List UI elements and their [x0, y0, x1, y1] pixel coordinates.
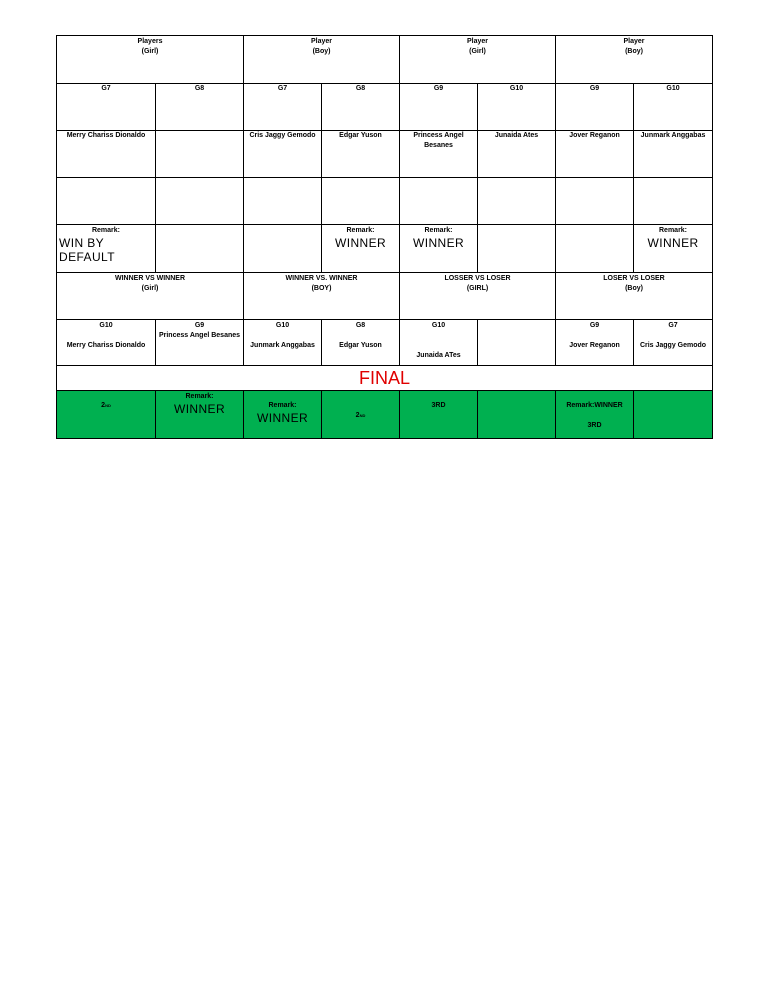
remark-value: WINNER: [647, 236, 699, 250]
empty-cell: [478, 178, 556, 225]
player-cell: Jover Reganon: [556, 131, 634, 178]
header-title: Players: [137, 38, 163, 45]
group-cell: G9: [400, 84, 478, 131]
matchup-subtitle: (BOY): [311, 285, 332, 292]
header-title: Player: [467, 38, 489, 45]
header-title: Player: [623, 38, 645, 45]
header-cell-boy: [556, 36, 713, 84]
header-subtitle: (Girl): [469, 48, 486, 55]
final-place: 3RD: [587, 422, 602, 429]
group-cell: G8: [156, 84, 244, 131]
empty-cell: [156, 178, 244, 225]
final-cell: [57, 391, 156, 439]
round2-group: G10: [431, 322, 446, 329]
final-cell: [244, 391, 322, 439]
group-cell: G7: [244, 84, 322, 131]
matchup-title: WINNER VS WINNER: [115, 275, 185, 282]
remark-cell: [57, 225, 156, 273]
group-cell: G8: [322, 84, 400, 131]
final-result-row: [57, 391, 713, 439]
round2-cell: [57, 320, 156, 366]
player-cell: [156, 131, 244, 178]
final-cell: [156, 391, 244, 439]
remark-row: [57, 225, 713, 273]
remark-value: WINNER: [334, 236, 387, 250]
tournament-bracket-table: [56, 35, 713, 439]
empty-cell: [634, 178, 713, 225]
empty-cell: [400, 178, 478, 225]
round2-group: G7: [668, 322, 678, 329]
group-cell: G10: [478, 84, 556, 131]
round2-group: G10: [275, 322, 290, 329]
final-cell: [322, 391, 400, 439]
final-cell: [634, 391, 713, 439]
player-cell: Junaida Ates: [478, 131, 556, 178]
header-cell-girl: [57, 36, 244, 84]
final-cell: [400, 391, 478, 439]
remark-label: Remark:: [424, 227, 453, 234]
matchup-subtitle: (GIRL): [466, 285, 489, 292]
matchup-row: [57, 273, 713, 320]
matchup-cell: [556, 273, 713, 320]
player-cell: Edgar Yuson: [322, 131, 400, 178]
final-place: 2ND: [355, 412, 366, 419]
round2-group: G9: [194, 322, 205, 329]
remark-cell: [156, 225, 244, 273]
remark-cell: [634, 225, 713, 273]
round2-cell: [244, 320, 322, 366]
matchup-cell: [400, 273, 556, 320]
round2-group: G10: [99, 322, 113, 329]
round2-player: Princess Angel Besanes: [158, 332, 241, 339]
remark-cell: [400, 225, 478, 273]
final-place: 2ND: [101, 402, 111, 409]
round2-player: Cris Jaggy Gemodo: [639, 342, 707, 349]
round2-cell: [478, 320, 556, 366]
group-cell: G9: [556, 84, 634, 131]
remark-value: WINNER: [412, 236, 465, 250]
final-remark: Remark:WINNER: [566, 402, 623, 409]
player-cell: Merry Chariss Dionaldo: [57, 131, 156, 178]
remark-label: Remark:: [659, 227, 688, 234]
final-remark-value: WINNER: [256, 411, 309, 425]
header-title: Player: [311, 38, 333, 45]
round2-player: Jover Reganon: [569, 342, 620, 349]
final-cell: [478, 391, 556, 439]
final-place: 3RD: [431, 402, 446, 409]
final-title-row: [57, 366, 713, 391]
final-remark-label: Remark:: [268, 402, 297, 409]
round2-player: Junaida ATes: [416, 352, 461, 359]
round2-cell: [400, 320, 478, 366]
remark-cell: [478, 225, 556, 273]
matchup-cell: [244, 273, 400, 320]
player-cell: Cris Jaggy Gemodo: [244, 131, 322, 178]
round2-cell: [156, 320, 244, 366]
final-remark-value: WINNER: [173, 402, 226, 416]
player-cell: Junmark Anggabas: [634, 131, 713, 178]
group-cell: G10: [634, 84, 713, 131]
matchup-cell: [57, 273, 244, 320]
empty-row: [57, 178, 713, 225]
empty-cell: [57, 178, 156, 225]
remark-cell: [244, 225, 322, 273]
round2-group: G9: [589, 322, 600, 329]
header-subtitle: (Girl): [141, 48, 159, 55]
header-row: [57, 36, 713, 84]
empty-cell: [244, 178, 322, 225]
round2-row: [57, 320, 713, 366]
round2-cell: [322, 320, 400, 366]
matchup-title: LOSSER VS LOSER: [444, 275, 511, 282]
header-cell-boy: [244, 36, 400, 84]
header-cell-girl: [400, 36, 556, 84]
matchup-subtitle: (Boy): [625, 285, 643, 292]
group-cell: G7: [57, 84, 156, 131]
matchup-title: LOSER VS LOSER: [603, 275, 665, 282]
remark-value: WIN BY DEFAULT: [59, 236, 115, 264]
group-row: [57, 84, 713, 131]
round2-player: Junmark Anggabas: [250, 342, 315, 349]
matchup-title: WINNER VS. WINNER: [285, 275, 358, 282]
final-title-cell: [57, 366, 713, 391]
round2-group: G8: [355, 322, 366, 329]
player-row: [57, 131, 713, 178]
remark-label: Remark:: [346, 227, 375, 234]
final-title: FINAL: [359, 368, 411, 388]
header-subtitle: (Boy): [625, 48, 643, 55]
empty-cell: [322, 178, 400, 225]
round2-player: Edgar Yuson: [339, 342, 382, 349]
round2-cell: [556, 320, 634, 366]
header-subtitle: (Boy): [312, 48, 331, 55]
empty-cell: [556, 178, 634, 225]
remark-cell: [322, 225, 400, 273]
final-remark-label: Remark:: [185, 393, 214, 400]
player-cell: Princess Angel Besanes: [400, 131, 478, 178]
remark-label: Remark:: [91, 227, 120, 234]
final-cell: [556, 391, 634, 439]
remark-cell: [556, 225, 634, 273]
round2-player: Merry Chariss Dionaldo: [66, 342, 146, 349]
matchup-subtitle: (Girl): [141, 285, 159, 292]
round2-cell: [634, 320, 713, 366]
